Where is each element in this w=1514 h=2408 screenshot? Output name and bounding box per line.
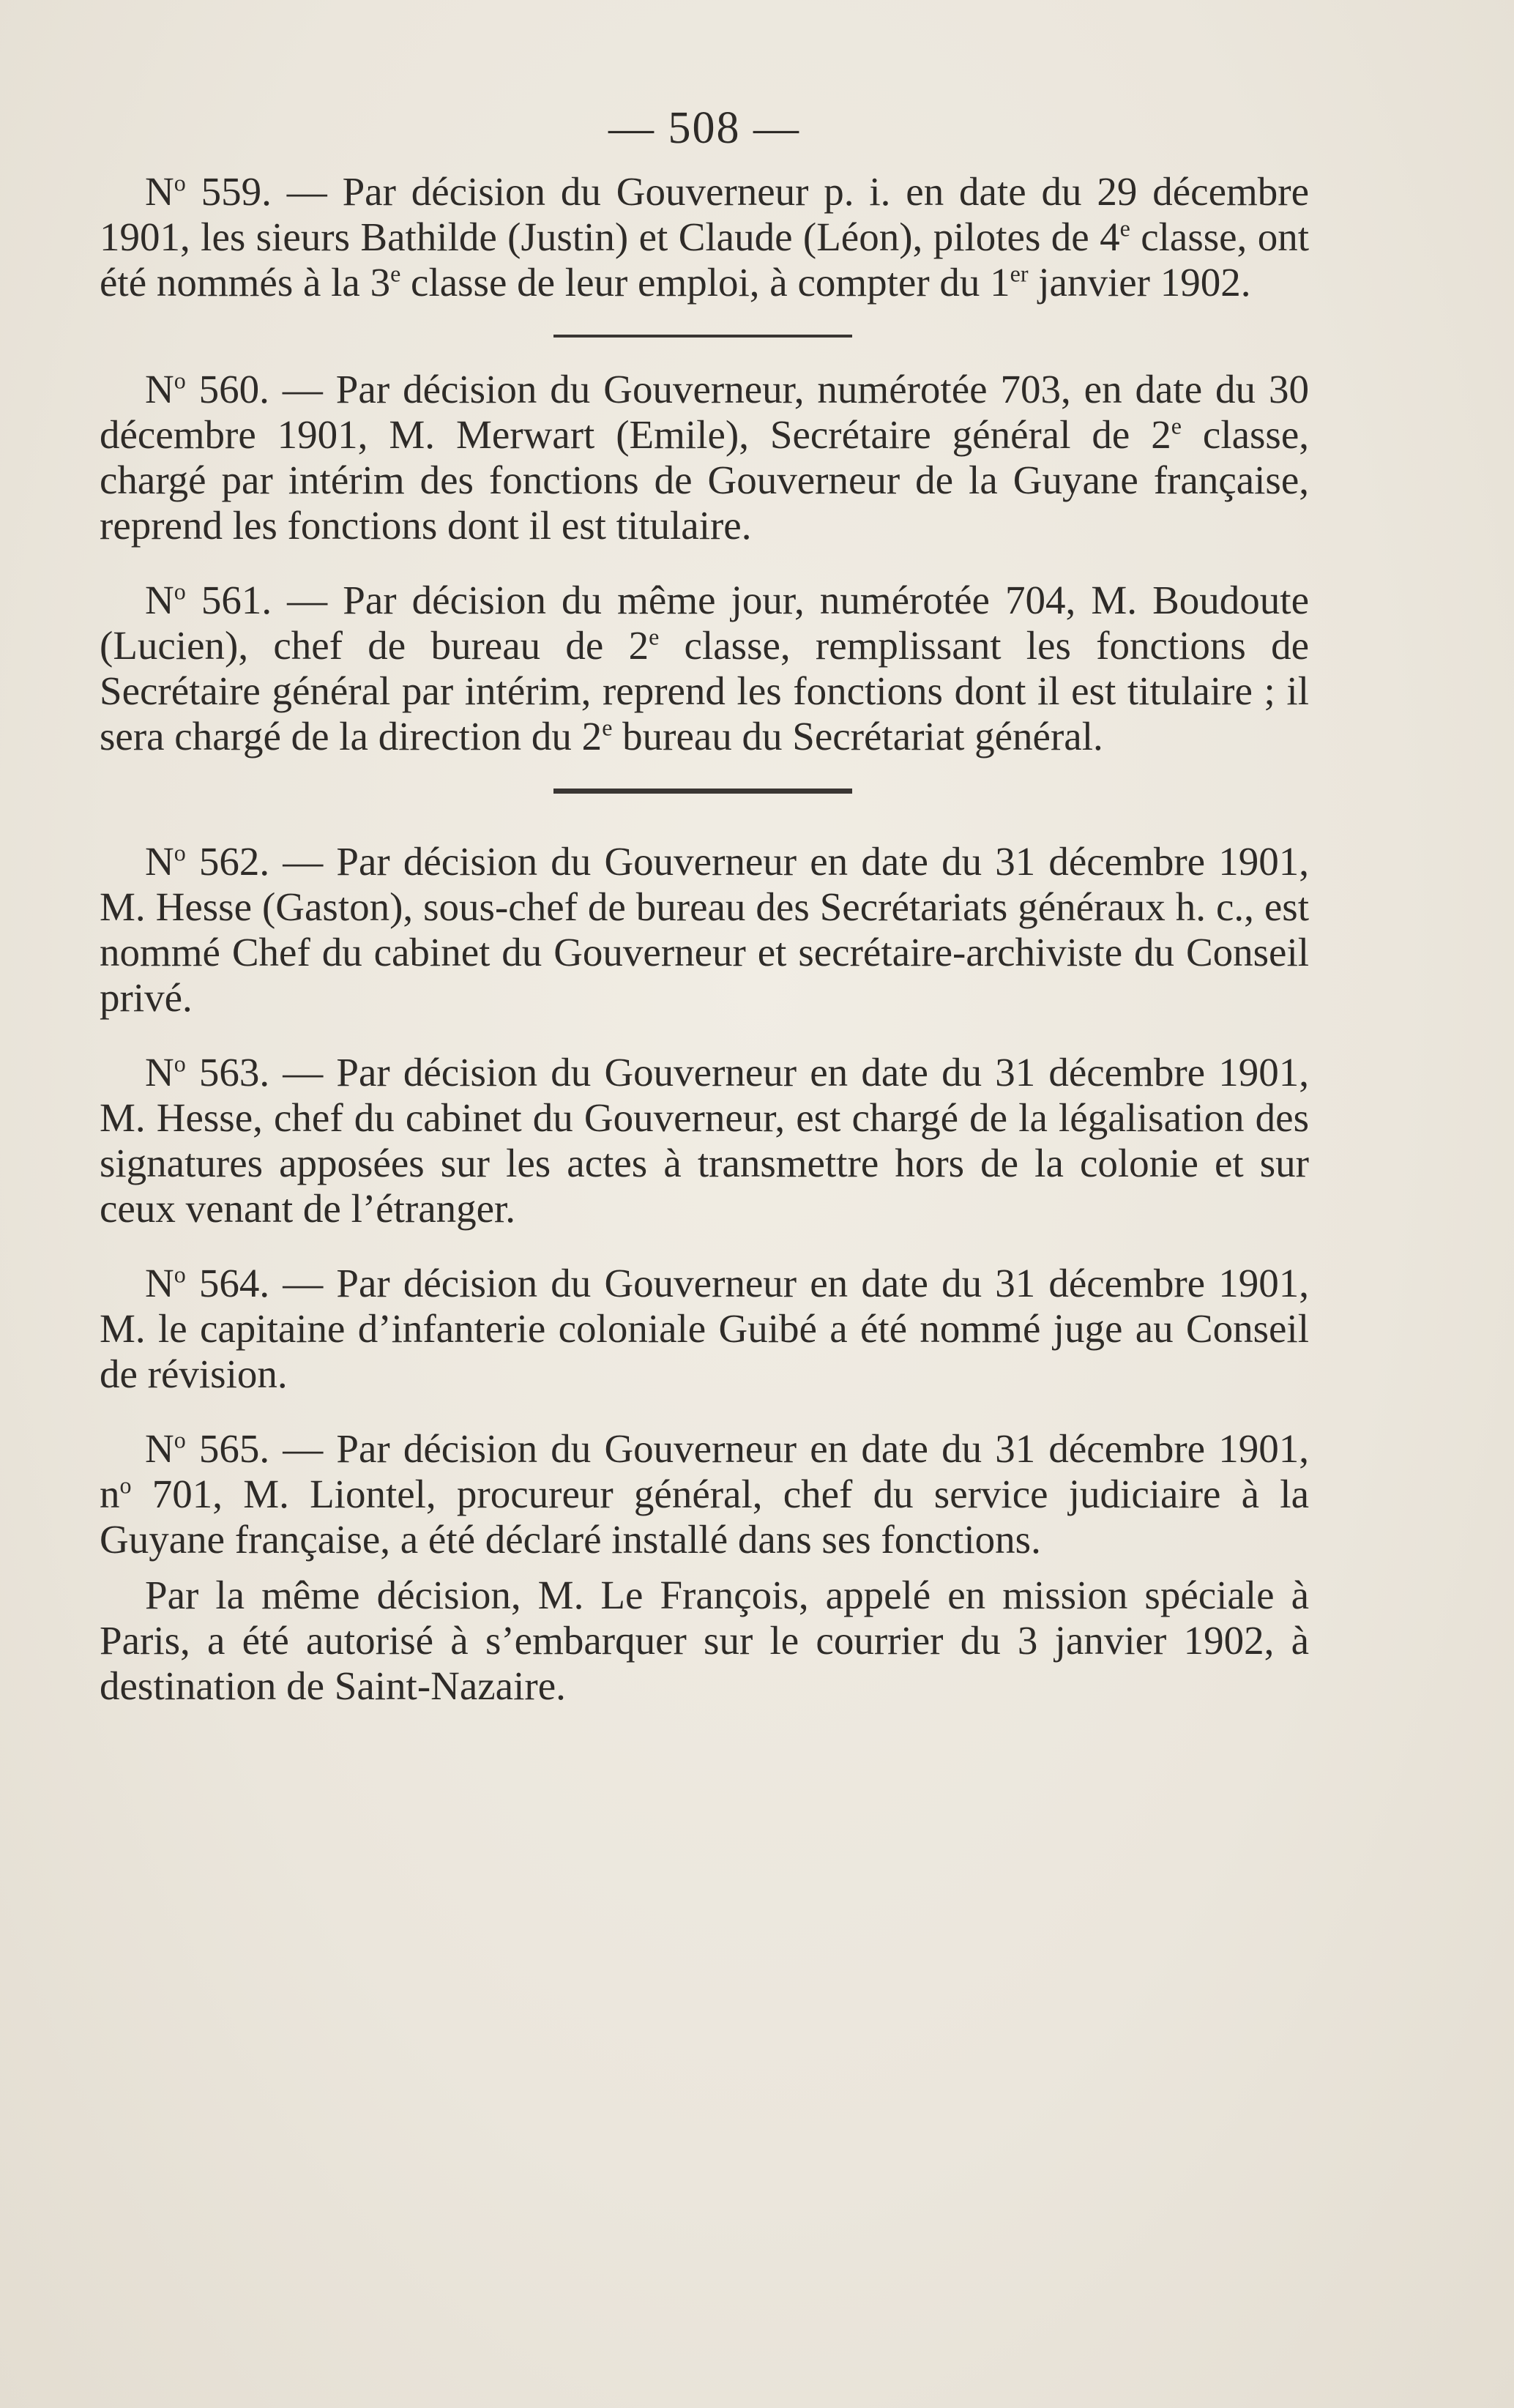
- closing-paragraph: Par la même décision, M. Le François, appelé en mission spéciale à Paris, a été autorisé à s’embarquer sur le courrier du 3 janvier 1902, à destination de Saint-Nazaire.: [100, 1573, 1309, 1708]
- entry-561: $N^o$ 561. — Par décision du même jour, numérotée 704, M. Boudoute (Lucien), chef de bureau de 2e classe, remplissant les fonctions de Secrétaire général par intérim, reprend les fonctions dont il est titulaire ; il sera chargé de la direction du 2e bureau du Secrétariat général.: [100, 578, 1310, 758]
- entry-562: $N^o$ 562. — Par décision du Gouverneur en date du 31 décembre 1901, M. Hesse (Gaston), sous-chef de bureau des Secrétariats généraux h. c., est nommé Chef du cabinet du Gouverneur et secrétaire-archiviste du Conseil privé.: [100, 839, 1309, 1020]
- entry-565: $N^o$ 565. — Par décision du Gouverneur en date du 31 décembre 1901, $n^o$ 701, M. Liontel, procureur général, chef du service judiciaire à la Guyane française, a été déclaré installé dans ses fonctions.: [100, 1426, 1309, 1562]
- entry-number-prefix: N: [145, 169, 174, 214]
- entry-563: $N^o$ 563. — Par décision du Gouverneur en date du 31 décembre 1901, M. Hesse, chef du cabinet du Gouverneur, est chargé de la légalisation des signatures apposées sur les actes à transmettre hors de la colonie et sur ceux venant de l’étranger.: [100, 1050, 1309, 1231]
- entry-564: $N^o$ 564. — Par décision du Gouverneur en date du 31 décembre 1901, M. le capitaine d’infanterie coloniale Guibé a été nommé juge au Conseil de révision.: [100, 1261, 1309, 1396]
- entry-560: $N^o$ 560. — Par décision du Gouverneur, numérotée 703, en date du 30 décembre 1901, M. Merwart (Emile), Secrétaire général de 2e classe, chargé par intérim des fonctions de Gouverneur de la Guyane française, reprend les fonctions dont il est titulaire.: [100, 367, 1309, 548]
- entry-559: $N^o$ 559. — Par décision du Gouverneur p. i. en date du 29 décembre 1901, les sieurs Bathilde (Justin) et Claude (Léon), pilotes de 4e classe, ont été nommés à la 3e classe de leur emploi, à compter du 1er janvier 1902.: [100, 169, 1309, 305]
- section-divider-thick: [553, 789, 852, 794]
- page-number: — 508 —: [608, 103, 800, 153]
